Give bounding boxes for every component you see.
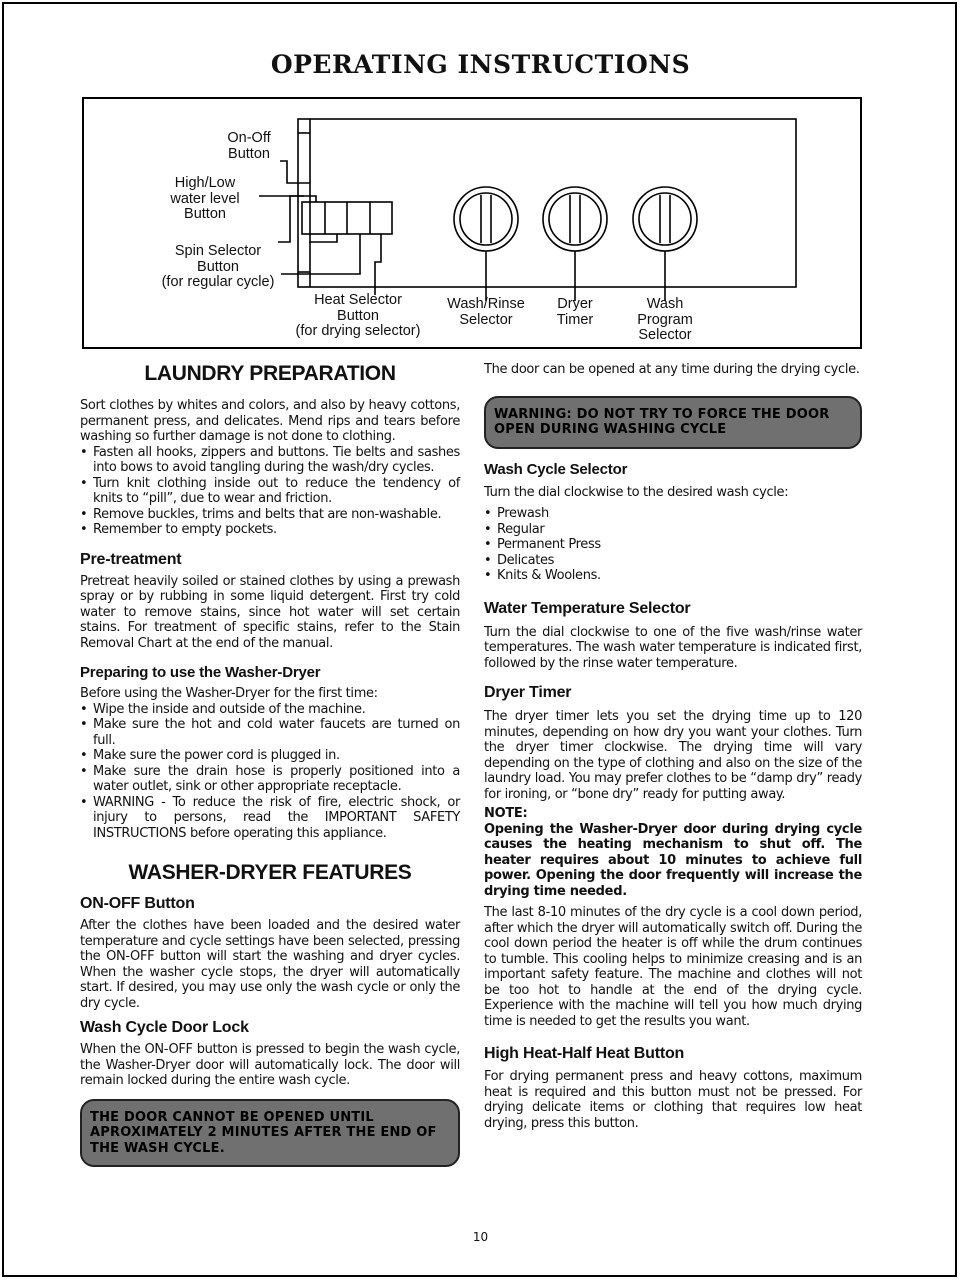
water-temp-text: Turn the dial clockwise to one of the five wash/rinse water temperatures. The wash water temperature is indicated first, followed by the rinse water temperature. bbox=[484, 624, 862, 671]
dryer-timer-heading: Dryer Timer bbox=[484, 684, 572, 701]
note-label: NOTE: bbox=[484, 806, 528, 821]
label-dryer-timer: Dryer Timer bbox=[556, 296, 594, 328]
door-warning-box: THE DOOR CANNOT BE OPENED UNTIL APROXIMATELY 2 MINUTES AFTER THE END OF THE WASH CYCLE. bbox=[80, 1099, 460, 1168]
note-text: Opening the Washer-Dryer door during drying cycle causes the heating mechanism to shut off. The heater requires about 10 minutes to achieve full power. Opening the door frequently will increase the drying time needed. bbox=[484, 821, 862, 899]
laundry-preparation-heading: LAUNDRY PREPARATION bbox=[144, 362, 396, 385]
control-panel-diagram bbox=[82, 97, 862, 349]
preparing-list bbox=[80, 702, 460, 842]
list-item: • Remove buckles, trims and belts that are non-washable. bbox=[80, 507, 460, 523]
list-item: • Knits & Woolens. bbox=[484, 568, 862, 584]
list-item: • Remember to empty pockets. bbox=[80, 522, 460, 538]
page-title: OPERATING INSTRUCTIONS bbox=[270, 50, 691, 79]
laundry-prep-list bbox=[80, 445, 460, 538]
wash-program-knob bbox=[633, 187, 697, 251]
spin-leader-2 bbox=[281, 234, 360, 274]
on-off-text: After the clothes have been loaded and the desired water temperature and cycle settings have been selected, pressing the ON-OFF button will start the washing and dryer cycles. When the washer cycle stops, the dryer will automatically start. If desired, you may use only the wash cycle or only the dry cycle. bbox=[80, 918, 460, 1011]
pretreatment-text: Pretreat heavily soiled or stained clothes by using a prewash spray or by rubbing in some liquid detergent. First try cold water to remove stains, since hot water will set certain stains. For treatment of specific stains, refer to the Stain Removal Chart at the end of the manual. bbox=[80, 573, 460, 651]
water-temp-heading: Water Temperature Selector bbox=[484, 599, 691, 617]
label-heat-selector: Heat Selector Button (for drying selector) bbox=[295, 292, 421, 339]
list-item: • Make sure the drain hose is properly positioned into a water outlet, sink or other appropriate receptacle. bbox=[80, 764, 460, 795]
force-door-warning-box: WARNING: DO NOT TRY TO FORCE THE DOOR OPEN DURING WASHING CYCLE bbox=[484, 396, 862, 449]
door-lock-text: When the ON-OFF button is pressed to begin the wash cycle, the Washer-Dryer door will automatically lock. The door will remain locked during the entire wash cycle. bbox=[80, 1042, 460, 1088]
label-spin-selector: Spin Selector Button (for regular cycle) bbox=[161, 243, 275, 290]
dryer-timer-text: The dryer timer lets you set the drying time up to 120 minutes, depending on how dry you want your clothes. Turn the dryer timer clockwise. The drying time will vary depending on the type of clothing and also on the size of the laundry load. You may prefer clothes to be “damp dry” ready for ironing, or “bone dry” ready for putting away. bbox=[484, 709, 862, 802]
door-lock-heading: Wash Cycle Door Lock bbox=[80, 1019, 249, 1036]
pretreatment-heading: Pre-treatment bbox=[80, 550, 182, 568]
high-heat-heading: High Heat-Half Heat Button bbox=[484, 1045, 685, 1062]
wash-cycle-options bbox=[484, 506, 862, 584]
list-item: • Permanent Press bbox=[484, 537, 862, 553]
label-on-off: On-Off Button bbox=[227, 130, 271, 162]
left-column bbox=[80, 362, 460, 1167]
cooldown-text: The last 8-10 minutes of the dry cycle is a cool down period, after which the dryer will automatically switch off. During the cool down period the heater is off while the drum continues to tumble. This cooling helps to minimize creasing and is an important safety feature. The machine and clothes will not be too hot to handle at the end of the drying cycle. Experience with the machine will tell you how much drying time is needed to get the results you want. bbox=[484, 905, 862, 1029]
laundry-prep-intro: Sort clothes by whites and colors, and also by heavy cottons, permanent press, and delicates. Mend rips and tears before washing so further damage is not done to clothing. bbox=[80, 398, 460, 444]
wash-rinse-knob bbox=[454, 187, 518, 251]
list-item: • Make sure the power cord is plugged in. bbox=[80, 748, 460, 764]
on-off-heading: ON-OFF Button bbox=[80, 895, 195, 912]
right-column bbox=[484, 362, 862, 1131]
list-item: • Delicates bbox=[484, 553, 862, 569]
water-level-leader bbox=[259, 196, 316, 202]
dryer-timer-knob bbox=[543, 187, 607, 251]
on-off-leader bbox=[280, 161, 310, 183]
wash-cycle-intro: Turn the dial clockwise to the desired wash cycle: bbox=[484, 484, 789, 500]
water-leader-2 bbox=[309, 234, 337, 242]
page-number: 10 bbox=[472, 1230, 489, 1244]
list-item: • Prewash bbox=[484, 506, 862, 522]
high-heat-text: For drying permanent press and heavy cottons, maximum heat is required and this button must not be pressed. For drying delicate items or clothing that requires low heat drying, press this button. bbox=[484, 1069, 862, 1131]
preparing-heading: Preparing to use the Washer-Dryer bbox=[80, 664, 321, 681]
list-item: • Make sure the hot and cold water faucets are turned on full. bbox=[80, 717, 460, 748]
spin-leader bbox=[278, 196, 304, 242]
wash-cycle-heading: Wash Cycle Selector bbox=[484, 460, 628, 478]
washer-dryer-features-heading: WASHER-DRYER FEATURES bbox=[128, 861, 412, 884]
label-wash-rinse: Wash/Rinse Selector bbox=[447, 296, 525, 328]
list-item: • Regular bbox=[484, 522, 862, 538]
label-water-level: High/Low water level Button bbox=[170, 175, 240, 222]
list-item: • Wipe the inside and outside of the machine. bbox=[80, 702, 460, 718]
list-item: • Turn knit clothing inside out to reduce the tendency of knits to “pill”, due to wear and friction. bbox=[80, 476, 460, 507]
heat-leader bbox=[375, 234, 381, 295]
list-item: • Fasten all hooks, zippers and buttons. Tie belts and sashes into bows to avoid tangling during the wash/dry cycles. bbox=[80, 445, 460, 476]
door-open-text: The door can be opened at any time during the drying cycle. bbox=[484, 362, 860, 377]
label-wash-program: Wash Program Selector bbox=[637, 296, 693, 343]
preparing-intro: Before using the Washer-Dryer for the first time: bbox=[80, 686, 378, 701]
list-item: • WARNING - To reduce the risk of fire, electric shock, or injury to persons, read the IMPORTANT SAFETY INSTRUCTIONS before operating this appliance. bbox=[80, 795, 460, 842]
